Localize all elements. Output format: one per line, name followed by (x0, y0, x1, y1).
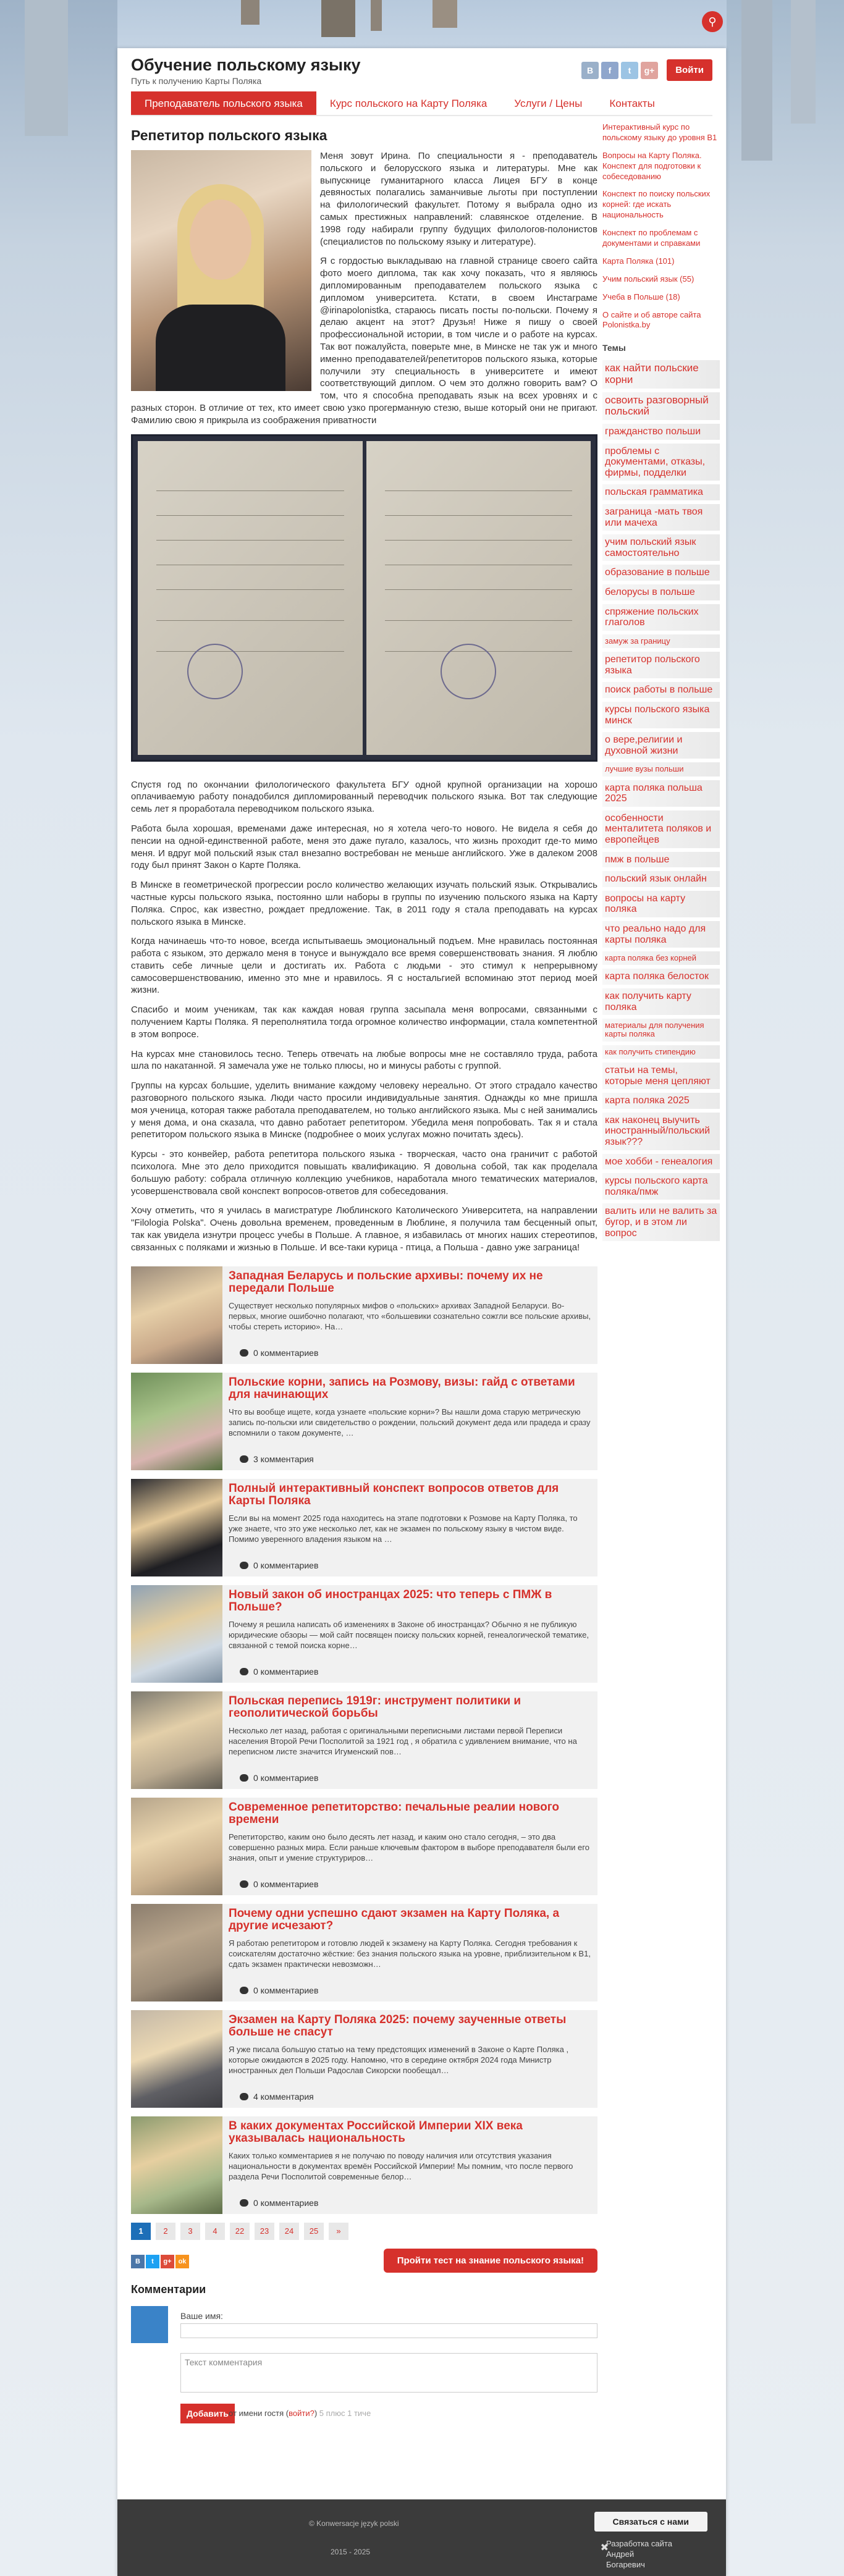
sidebar-link[interactable]: Конспект по проблемам с документами и справками (602, 228, 701, 248)
post-comments[interactable]: 0 комментариев (240, 1348, 318, 1358)
topic-tag[interactable]: курсы польского языка минск (602, 702, 720, 728)
article-paragraph: На курсах мне становилось тесно. Теперь отвечать на любые вопросы мне не составляло труда, работа шла по накатанной. Я замечала уже не только плюсы, но и минусы работы с группой. (131, 1048, 597, 1072)
article-paragraph: Я с гордостью выкладываю на главной странице своего сайта фото моего диплома, так как хочу показать, что я являюсь дипломированным преподавателем польского языка с дипломом университета. Кстати, в своем Инстаграме @irinapolonistka, стараюсь писать посты по-польски. Почему я делаю акцент на этот? Друзья! Ниже я пишу о своей профессиональной истории, в том числе и о работе на курсах. Так вот пожалуйста, поверьте мне, в Минске не так уж и много именно преподавателей/репетиторов польского языка, которые получили эту специальность в университете и имеют соответствующий диплом. О чем это должно говорить вам? О том, что я способна преподавать язык на всех уровнях и с разных сторон. В отличие от тех, кто имеет свою узко прогерманную стезю, выше который они не пригают. Фамилию свою я прикрыла из соображения приватности (131, 256, 597, 426)
post-comments[interactable]: 0 комментариев (240, 1560, 318, 1570)
developer-link[interactable]: Разработка сайта Андрей Богаревич (606, 2539, 672, 2569)
post-title[interactable]: Полный интерактивный конспект вопросов ответов для Карты Поляка (229, 1481, 559, 1508)
topic-tag[interactable]: белорусы в польше (602, 584, 720, 600)
post-excerpt: Каких только комментариев я не получаю по поводу наличия или отсутствия указания национальности в документах времён Российской Империи! Мы помним, что после первого раздела Речи Посполитой современные белор… (229, 2150, 573, 2182)
sidebar-link[interactable]: Учеба в Польше (18) (602, 292, 680, 301)
post-excerpt: Что вы вообще ищете, когда узнаете «польские корни»? Вы нашли дома старую метрическую запись по-польски или свидетельство о рождении, польский документ деда или прадеда и сразу вспомнили о таком документе, … (229, 1407, 591, 1438)
topic-tag[interactable]: как наконец выучить иностранный/польский язык??? (602, 1113, 720, 1150)
comment-as-guest: от имени гостя (войти?) 5 плюс 1 тиче (229, 2408, 371, 2418)
post-thumbnail[interactable] (131, 1479, 222, 1576)
related-posts (131, 1266, 597, 2214)
page-link[interactable]: 3 (180, 2223, 200, 2240)
page-link[interactable]: 4 (205, 2223, 225, 2240)
vk-icon[interactable]: B (131, 2255, 145, 2268)
page-link[interactable]: 23 (255, 2223, 274, 2240)
site-footer (117, 2499, 726, 2576)
topic-tag[interactable]: материалы для получения карты поляка (602, 1019, 720, 1042)
topic-tag[interactable]: как получить карту поляка (602, 988, 720, 1015)
login-button[interactable]: Войти (667, 59, 712, 81)
login-link[interactable]: войти? (289, 2408, 314, 2418)
post-excerpt: Почему я решила написать об изменениях в Законе об иностранцах? Обычно я не публикую юридические обзоры — мой сайт посвящен поиску польских корней, генеалогической тематике, связанной с темой поиска корне… (229, 1619, 589, 1651)
comment-icon (240, 1668, 248, 1675)
topic-tag[interactable]: что реально надо для карты поляка (602, 921, 720, 948)
main-nav (131, 91, 712, 116)
nav-tutor[interactable]: Преподаватель польского языка (131, 91, 316, 115)
article-paragraph: Хочу отметить, что я училась в магистратуре Люблинского Католического Университета, на направлении "Filologia Polska". Очень довольна временем, проведенным в Люблине, я получила там бесценный опыт, так как увидела изнутри процесс учебы в Польше. А главное, я избавилась от многих наших стереотипов, связанных с поляками и жизнью в Польше. И все-таки курица - птица, а Польша - давно уже заграница! (131, 1205, 597, 1253)
site-header (117, 48, 726, 91)
page-link[interactable]: 22 (230, 2223, 250, 2240)
post-excerpt: Существует несколько популярных мифов о «польских» архивах Западной Беларуси. Во-первых, многие ошибочно полагают, что «большевики сознательно сожгли все польские архивы, чтобы стереть историю». На… (229, 1300, 591, 1332)
topic-tag[interactable]: польский язык онлайн (602, 871, 720, 887)
post-title[interactable]: Новый закон об иностранцах 2025: что теперь с ПМЖ в Польше? (229, 1588, 552, 1614)
post-title[interactable]: Почему одни успешно сдают экзамен на Карту Поляка, а другие исчезают? (229, 1906, 560, 1933)
related-post[interactable] (131, 2116, 597, 2214)
post-comments[interactable]: 4 комментария (240, 2092, 314, 2102)
twitter-icon[interactable]: t (621, 62, 638, 79)
post-comments[interactable]: 0 комментариев (240, 2198, 318, 2208)
article-paragraph: Когда начинаешь что-то новое, всегда испытываешь эмоциональный подъем. Мне нравилась постоянная работа с языком, это держало меня в тонусе и вынуждало все время совершенствовать знания. Я люблю ставить себе личные цели и достигать их. Работа с людьми - это стимул к непрерывному самосовершенствованию, именно это мне и нравилось. Я с ностальгией вспоминаю этот период моей жизни. (131, 936, 597, 996)
article-paragraph: Курсы - это конвейер, работа репетитора польского языка - творческая, часто она граничит с работой психолога. Мне это дело приходится повышать квалификацию. Я довольна собой, так как проделала большую работу: собрала отличную коллекцию учебников, наработала много тематических материалов, усовершенствовала свой конспект вопросов-ответов для собеседования. (131, 1149, 597, 1197)
comment-icon (240, 1562, 248, 1569)
topic-tag[interactable]: карта поляка польша 2025 (602, 780, 720, 807)
facebook-icon[interactable]: f (601, 62, 618, 79)
background-left (0, 0, 117, 2576)
comment-icon (240, 1987, 248, 1994)
background-building (371, 0, 382, 31)
post-comments[interactable]: 0 комментариев (240, 1985, 318, 1995)
post-thumbnail[interactable] (131, 2116, 222, 2214)
nav-contacts[interactable]: Контакты (609, 98, 655, 109)
post-thumbnail[interactable] (131, 1373, 222, 1470)
comments-title: Комментарии (131, 2283, 206, 2296)
twitter-icon[interactable]: t (146, 2255, 159, 2268)
related-post[interactable] (131, 1373, 597, 1470)
article-paragraph: Спасибо и моим ученикам, так как каждая новая группа засыпала меня вопросами, связанными с получением Карты Поляка. Я переполнятила тогда огромное количество информации, стала компетентной в этом вопросе. (131, 1004, 597, 1040)
post-thumbnail[interactable] (131, 1266, 222, 1364)
comment-icon (240, 1880, 248, 1888)
page-title: Репетитор польского языка (131, 127, 327, 143)
topic-tag[interactable]: карта поляка белосток (602, 969, 720, 985)
topic-tag[interactable]: проблемы с документами, отказы, фирмы, подделки (602, 444, 720, 481)
post-thumbnail[interactable] (131, 1691, 222, 1789)
main-content (131, 122, 597, 2454)
post-title[interactable]: Современное репетиторство: печальные реалии нового времени (229, 1800, 559, 1827)
topic-tag[interactable]: вопросы на карту поляка (602, 891, 720, 917)
topic-tag[interactable]: поиск работы в польше (602, 682, 720, 698)
sidebar-link[interactable]: Карта Поляка (101) (602, 256, 675, 266)
author-photo (131, 150, 311, 391)
post-title[interactable]: Польские корни, запись на Розмову, визы: гайд с ответами для начинающих (229, 1375, 575, 1402)
name-input[interactable] (180, 2323, 597, 2338)
topic-tag[interactable]: как получить стипендию (602, 1045, 720, 1059)
topic-tag[interactable]: образование в польше (602, 565, 720, 581)
topic-tag[interactable]: пмж в польше (602, 852, 720, 868)
page-link[interactable]: 2 (156, 2223, 175, 2240)
topic-tag[interactable]: польская грамматика (602, 484, 720, 500)
topic-tag[interactable]: особенности менталитета поляков и европейцев (602, 810, 720, 848)
post-title[interactable]: Польская перепись 1919г: инструмент политики и геополитической борьбы (229, 1694, 521, 1720)
post-comments[interactable]: 0 комментариев (240, 1773, 318, 1783)
post-thumbnail[interactable] (131, 1585, 222, 1683)
comment-icon (240, 1455, 248, 1463)
post-excerpt: Несколько лет назад, работая с оригинальными переписными листами первой Переписи населения Второй Речи Посполитой за 1921 год , я обратила с удивлением внимание, что на переписном листе значится Игуменский пов… (229, 1725, 577, 1757)
social-links (581, 62, 658, 79)
post-comments[interactable]: 0 комментариев (240, 1879, 318, 1889)
next-page-link[interactable]: » (329, 2223, 348, 2240)
related-post[interactable] (131, 1691, 597, 1789)
article-intro (131, 150, 597, 427)
topic-tag[interactable]: учим польский язык самостоятельно (602, 534, 720, 561)
footer-years: 2015 - 2025 (331, 2548, 371, 2556)
share-icons (131, 2255, 189, 2268)
topics-list (602, 360, 720, 1241)
post-thumbnail[interactable] (131, 1904, 222, 2001)
page-link[interactable]: 25 (304, 2223, 324, 2240)
topic-tag[interactable]: валить или не валить за бугор, и в этом ли вопрос (602, 1203, 720, 1241)
page-link[interactable]: 24 (279, 2223, 299, 2240)
post-excerpt: Я работаю репетитором и готовлю людей к экзамену на Карту Поляка. Сегодня требования к соискателям достаточно жёсткие: без знания польского языка на уровне, приблизительном к B1, сдать экзамен практически невозможн… (229, 1938, 591, 1969)
pagination (131, 2223, 597, 2240)
post-comments[interactable]: 0 комментариев (240, 1667, 318, 1677)
sidebar-link[interactable]: Конспект по поиску польских корней: где искать национальность (602, 189, 711, 220)
comment-icon (240, 1349, 248, 1357)
add-comment-button[interactable]: Добавить (180, 2404, 235, 2423)
avatar (131, 2306, 168, 2343)
post-excerpt: Репетиторство, каким оно было десять лет назад, и каким оно стало сегодня, – это два совершенно разных мира. Если раньше ключевым фактором в выборе преподавателя были его знания, опыт и умение структуриров… (229, 1832, 589, 1863)
google-plus-icon[interactable]: g+ (161, 2255, 174, 2268)
article-paragraph: Спустя год по окончании филологического факультета БГУ одной крупной организации на хорошо оплачиваемую работу понадобился дипломированный переводчик польского языка. Вот так следующие семь лет я проработала переводчиком польского языка. (131, 779, 597, 815)
nav-course[interactable]: Курс польского на Карту Поляка (329, 98, 487, 109)
background-building (741, 0, 772, 161)
comment-icon (240, 2093, 248, 2100)
background-building (433, 0, 457, 28)
comment-icon (240, 2199, 248, 2207)
name-label: Ваше имя: (180, 2310, 223, 2321)
vk-icon[interactable]: B (581, 62, 599, 79)
comment-form (131, 2306, 597, 2454)
search-icon[interactable]: ⚲ (702, 11, 723, 32)
background-building (321, 0, 355, 37)
topic-tag[interactable]: курсы польского карта поляка/пмж (602, 1173, 720, 1200)
article-paragraph: В Минске в геометрической прогрессии росло количество желающих изучать польский язык. Открывались частные курсы польского языка, постоянно шли наборы в группы по изучению польского языка на Карту Поляка. Спрос, как известно, рождает предложение. Так, в 2011 году я стала преподавать на курсах польского языка в Минске. (131, 880, 597, 927)
site-title[interactable]: Обучение польскому языку (131, 56, 361, 74)
background-right (727, 0, 844, 2576)
article-paragraph: Группы на курсах большие, уделить внимание каждому человеку нереально. От этого страдало качество разговорного польского языка. Люди часто просили индивидуальные занятия. Однажды ко мне пришла моя ученица, которая также работала преподавателем, но только английского языка. Мы с ней занимались у меня дома, и она сказала, что давно работает репетитором. Убедила меня попробовать. Так я и стала репетитором польского языка в Минске (подробнее о моих услугах можно почитать здесь). (131, 1080, 597, 1140)
page-link[interactable]: 1 (131, 2223, 151, 2240)
post-title[interactable]: В каких документах Российской Империи XIX века указывалась национальность (229, 2119, 523, 2145)
sidebar-link[interactable]: Интерактивный курс по польскому языку до уровня B1 (602, 122, 717, 142)
comment-textarea[interactable]: Текст комментария (180, 2353, 597, 2393)
topic-tag[interactable]: репетитор польского языка (602, 652, 720, 678)
nav-services[interactable]: Услуги / Цены (514, 98, 583, 109)
topic-tag[interactable]: как найти польские корни (602, 360, 720, 388)
topic-tag[interactable]: карта поляка 2025 (602, 1093, 720, 1109)
topic-tag[interactable]: заграница -мать твоя или мачеха (602, 504, 720, 531)
share-row (131, 2249, 597, 2277)
diploma-photo (131, 434, 597, 762)
related-post[interactable] (131, 2010, 597, 2108)
quiz-button[interactable]: Пройти тест на знание польского языка! (384, 2249, 597, 2273)
related-post[interactable] (131, 1585, 597, 1683)
related-post[interactable] (131, 1798, 597, 1895)
post-excerpt: Если вы на момент 2025 года находитесь на этапе подготовки к Розмове на Карту Поляка, то уже знаете, что это уже несколько лет, как не экзамен по польскому языку в чистом виде. Помимо уверенного владения языком на … (229, 1513, 578, 1544)
page-container (117, 48, 726, 2576)
sidebar-links (602, 122, 720, 330)
background-building (241, 0, 260, 25)
topic-tag[interactable]: о вере,религии и духовной жизни (602, 732, 720, 759)
post-title[interactable]: Западная Беларусь и польские архивы: почему их не передали Польше (229, 1269, 543, 1295)
sidebar-link[interactable]: Вопросы на Карту Поляка. Конспект для подготовки к собеседованию (602, 150, 702, 181)
odnoklassniki-icon[interactable]: ok (175, 2255, 189, 2268)
related-post[interactable] (131, 1479, 597, 1576)
topic-tag[interactable]: освоить разговорный польский (602, 392, 720, 420)
post-comments[interactable]: 3 комментария (240, 1454, 314, 1464)
background-building (25, 0, 68, 136)
article-paragraph: Меня зовут Ирина. По специальности я - преподаватель польского и белорусского языка и литературы. Мне как выпускнице гуманитарного класса Лицея БГУ в конце девяностых полагались заманчивые льготы при поступлении на филологический факультет. Потому я выбрала одно из самых престижных направлений: славянское отделение. В 1998 году набирали группу будущих филологов-полонистов (специалистов по польскому языку и литературе). (320, 151, 597, 247)
topic-tag[interactable]: гражданство польши (602, 424, 720, 440)
sidebar (602, 122, 720, 1245)
background-building (791, 0, 816, 124)
sidebar-link[interactable]: Учим польский язык (55) (602, 274, 694, 284)
topic-tag[interactable]: замуж за границу (602, 634, 720, 648)
topic-tag[interactable]: спряжение польских глаголов (602, 604, 720, 631)
sidebar-link[interactable]: О сайте и об авторе сайта Polonistka.by (602, 309, 701, 330)
topic-tag[interactable]: мое хобби - генеалогия (602, 1154, 720, 1170)
topics-title: Темы (602, 343, 626, 353)
related-post[interactable] (131, 1266, 597, 1364)
article-paragraph: Работа была хорошая, временами даже интересная, но я хотела чего-то нового. Не видела я себя до пенсии на одной-единственной работе, меня это даже пугало, казалось, что жизнь проходит где-то мимо меня. И вдруг мой польский язык стал внезапно востребован не меньше английского. Уже в далеком 2008 году был принят Закон о Карте Поляка. (131, 823, 597, 871)
contact-us-button[interactable]: Связаться с нами (594, 2512, 707, 2532)
google-plus-icon[interactable]: g+ (641, 62, 658, 79)
topic-tag[interactable]: статьи на темы, которые меня цепляют (602, 1063, 720, 1089)
footer-copyright: © Konwersacje język polski (309, 2519, 399, 2528)
post-excerpt: Я уже писала большую статью на тему предстоящих изменений в Законе о Карте Поляка , которые ожидаются в 2025 году. Напомню, что в середине октября 2024 года Министр иностранных дел Польши Радослав Сикорски пообещал… (229, 2044, 569, 2076)
tools-icon: ✖ (600, 2543, 609, 2553)
topic-tag[interactable]: карта поляка без корней (602, 951, 720, 965)
topic-tag[interactable]: лучшие вузы польши (602, 762, 720, 776)
site-subtitle: Путь к получению Карты Поляка (131, 76, 262, 86)
comment-icon (240, 1774, 248, 1782)
related-post[interactable] (131, 1904, 597, 2001)
post-thumbnail[interactable] (131, 2010, 222, 2108)
post-title[interactable]: Экзамен на Карту Поляка 2025: почему заученные ответы больше не спасут (229, 2013, 567, 2039)
post-thumbnail[interactable] (131, 1798, 222, 1895)
